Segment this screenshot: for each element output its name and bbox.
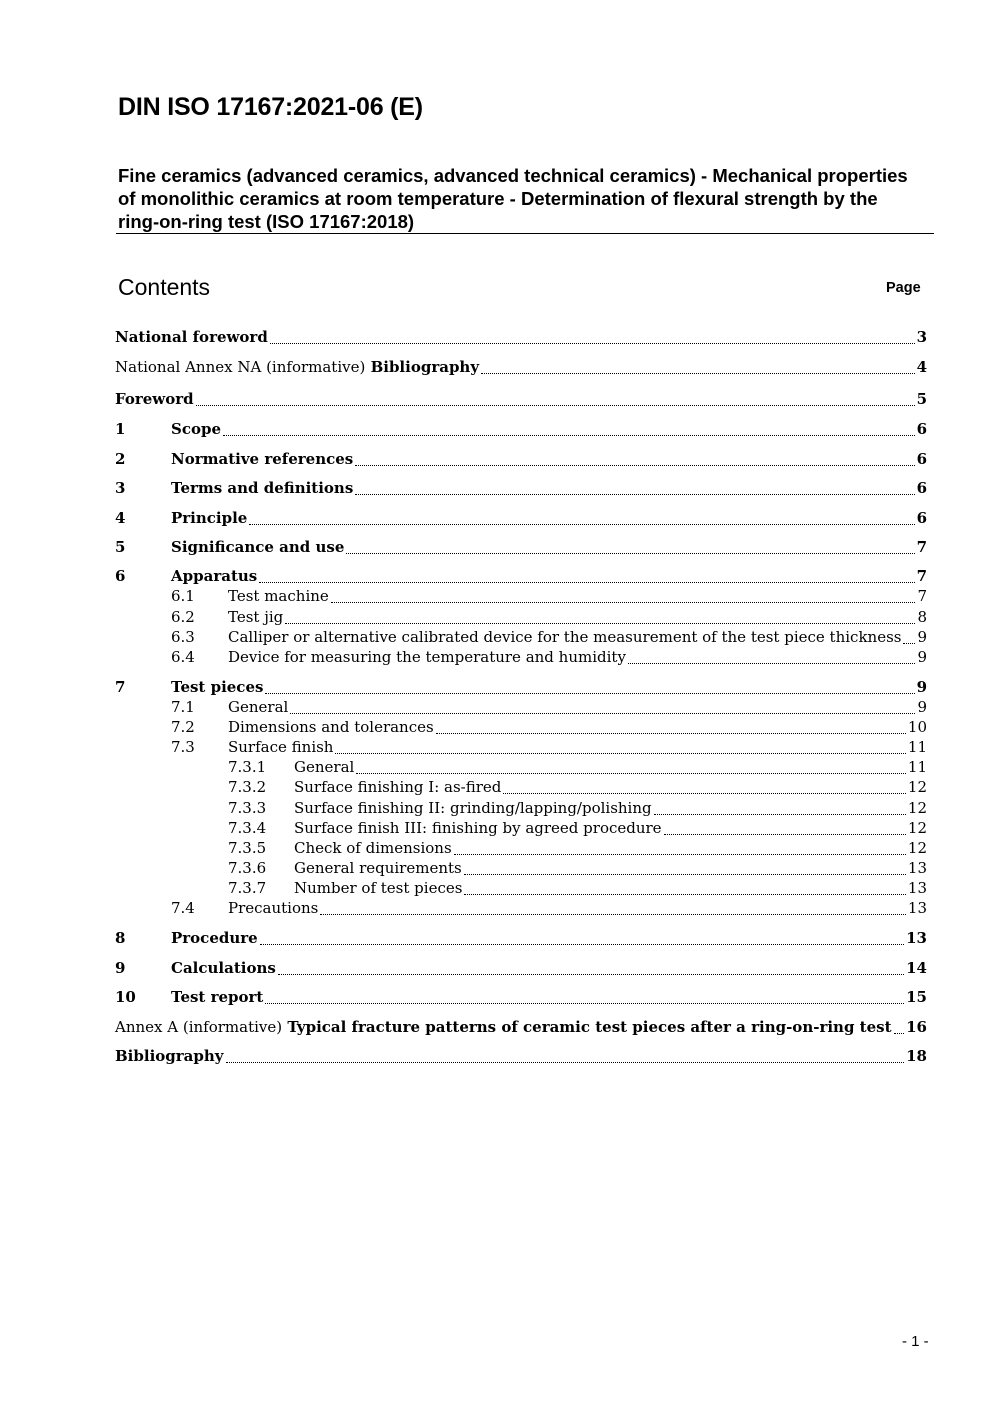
toc-annex-label: National Annex NA (informative) xyxy=(115,358,366,376)
page-column-label: Page xyxy=(886,280,921,296)
page-number: - 1 - xyxy=(902,1333,929,1350)
toc-entry-number: 7.3.7 xyxy=(228,879,267,897)
toc-entry-number: 7.2 xyxy=(171,718,195,736)
toc-entry[interactable] xyxy=(115,929,927,949)
toc-entry[interactable] xyxy=(115,450,927,470)
toc-entry-title: Precautions xyxy=(228,899,319,917)
toc-entry-title: Surface finish xyxy=(228,738,334,756)
toc-entry[interactable] xyxy=(115,328,927,348)
toc-entry-number: 6.1 xyxy=(171,587,195,605)
toc-entry[interactable] xyxy=(115,420,927,440)
toc-entry-page: 7 xyxy=(916,538,927,556)
toc-entry[interactable] xyxy=(115,988,927,1008)
toc-entry-page: 6 xyxy=(916,479,927,497)
toc-entry-number: 5 xyxy=(115,538,126,556)
toc-entry-number: 7.3 xyxy=(171,738,195,756)
toc-entry-page: 12 xyxy=(907,819,927,837)
toc-leader-dots xyxy=(356,773,906,774)
toc-entry-title: Test pieces xyxy=(171,678,264,696)
toc-entry-page: 15 xyxy=(906,988,927,1006)
toc-leader-dots xyxy=(355,494,914,495)
toc-entry-title: Test jig xyxy=(228,608,284,626)
document-subtitle: Fine ceramics (advanced ceramics, advanced technical ceramics) - Mechanical properties of monolithic ceramics at room temperature - Determination of flexural strength by the ring-on-ring test (ISO 17167:2018) xyxy=(118,165,908,232)
toc-entry-page: 7 xyxy=(917,587,927,605)
toc-entry-number: 7.4 xyxy=(171,899,195,917)
toc-entry-number: 6 xyxy=(115,567,126,585)
toc-annex-title: Typical fracture patterns of ceramic test pieces after a ring-on-ring test xyxy=(282,1018,892,1036)
toc-leader-dots xyxy=(894,1033,905,1034)
toc-entry-page: 4 xyxy=(916,358,927,376)
toc-entry-title: Foreword xyxy=(115,390,194,408)
toc-entry-page: 12 xyxy=(907,839,927,857)
toc-leader-dots xyxy=(265,1003,904,1004)
toc-entry-title: Significance and use xyxy=(171,538,345,556)
toc-leader-dots xyxy=(503,793,905,794)
toc-entry-page: 8 xyxy=(917,608,927,626)
toc-entry-page: 13 xyxy=(906,929,927,947)
toc-entry-title: General xyxy=(294,758,355,776)
toc-entry-page: 9 xyxy=(917,698,927,716)
toc-entry-title xyxy=(115,1018,892,1036)
toc-entry-page: 6 xyxy=(916,420,927,438)
toc-entry-number: 8 xyxy=(115,929,126,947)
toc-entry-title: Normative references xyxy=(171,450,354,468)
toc-entry[interactable] xyxy=(115,648,927,668)
toc-entry-page: 9 xyxy=(917,628,927,646)
toc-entry[interactable] xyxy=(115,608,927,628)
toc-entry-title: General xyxy=(228,698,289,716)
toc-entry-title: Test report xyxy=(171,988,264,1006)
toc-entry-number: 7.3.1 xyxy=(228,758,267,776)
toc-entry[interactable] xyxy=(115,778,927,798)
toc-entry-title: Check of dimensions xyxy=(294,839,452,857)
toc-entry-title: Surface finish III: finishing by agreed procedure xyxy=(294,819,662,837)
toc-entry-page: 6 xyxy=(916,450,927,468)
toc-entry-number: 7.1 xyxy=(171,698,195,716)
toc-entry-number: 7 xyxy=(115,678,126,696)
toc-entry-number: 2 xyxy=(115,450,126,468)
title-divider xyxy=(116,233,934,234)
toc-entry[interactable] xyxy=(115,1018,927,1038)
toc-entry-title xyxy=(115,358,479,376)
toc-entry-number: 9 xyxy=(115,959,126,977)
toc-entry-number: 6.3 xyxy=(171,628,195,646)
toc-leader-dots xyxy=(464,894,905,895)
toc-entry-number: 7.3.4 xyxy=(228,819,267,837)
toc-entry[interactable] xyxy=(115,628,927,648)
toc-entry-title: Device for measuring the temperature and humidity xyxy=(228,648,626,666)
toc-entry-title: Bibliography xyxy=(115,1047,224,1065)
toc-entry[interactable] xyxy=(115,799,927,819)
toc-leader-dots xyxy=(355,465,914,466)
toc-entry-number: 7.3.6 xyxy=(228,859,267,877)
toc-leader-dots xyxy=(481,373,915,374)
toc-leader-dots xyxy=(436,733,906,734)
toc-leader-dots xyxy=(196,405,915,406)
toc-entry[interactable] xyxy=(115,859,927,879)
toc-entry-title: Number of test pieces xyxy=(294,879,463,897)
toc-leader-dots xyxy=(270,343,915,344)
toc-entry-page: 13 xyxy=(907,899,927,917)
toc-entry-page: 14 xyxy=(906,959,927,977)
toc-entry-title: Apparatus xyxy=(171,567,258,585)
toc-entry[interactable] xyxy=(115,959,927,979)
toc-entry-page: 9 xyxy=(917,648,927,666)
toc-entry-title: Test machine xyxy=(228,587,329,605)
toc-entry-number: 4 xyxy=(115,509,126,527)
toc-entry[interactable] xyxy=(115,839,927,859)
toc-entry-title: Calliper or alternative calibrated device for the measurement of the test piece thickness xyxy=(228,628,902,646)
toc-leader-dots xyxy=(335,753,905,754)
toc-leader-dots xyxy=(331,602,916,603)
toc-entry[interactable] xyxy=(115,358,927,378)
toc-entry-page: 13 xyxy=(907,859,927,877)
toc-entry[interactable] xyxy=(115,1047,927,1067)
toc-entry[interactable] xyxy=(115,567,927,587)
toc-annex-title: Bibliography xyxy=(365,358,480,376)
toc-entry[interactable] xyxy=(115,587,927,607)
toc-entry[interactable] xyxy=(115,758,927,778)
toc-entry-title: Scope xyxy=(171,420,222,438)
toc-leader-dots xyxy=(278,974,904,975)
toc-leader-dots xyxy=(320,914,906,915)
toc-entry-title: Procedure xyxy=(171,929,258,947)
toc-entry[interactable] xyxy=(115,879,927,899)
toc-entry-number: 7.3.3 xyxy=(228,799,267,817)
toc-leader-dots xyxy=(654,814,906,815)
toc-entry[interactable] xyxy=(115,698,927,718)
toc-entry-title: General requirements xyxy=(294,859,462,877)
toc-entry[interactable] xyxy=(115,479,927,499)
toc-leader-dots xyxy=(290,713,915,714)
toc-entry-number: 7.3.2 xyxy=(228,778,267,796)
toc-entry-page: 12 xyxy=(907,778,927,796)
toc-leader-dots xyxy=(265,693,914,694)
toc-entry[interactable] xyxy=(115,390,927,410)
toc-annex-label: Annex A (informative) xyxy=(115,1018,283,1036)
toc-entry-page: 3 xyxy=(916,328,927,346)
toc-leader-dots xyxy=(260,944,904,945)
toc-entry-page: 10 xyxy=(907,718,927,736)
toc-leader-dots xyxy=(903,643,915,644)
toc-leader-dots xyxy=(259,582,914,583)
toc-entry-title: Calculations xyxy=(171,959,276,977)
toc-leader-dots xyxy=(664,834,906,835)
toc-entry-page: 11 xyxy=(907,758,927,776)
toc-entry-page: 6 xyxy=(916,509,927,527)
document-title: DIN ISO 17167:2021-06 (E) xyxy=(118,93,423,121)
toc-leader-dots xyxy=(249,524,914,525)
toc-entry-page: 16 xyxy=(906,1018,927,1036)
toc-leader-dots xyxy=(346,553,914,554)
toc-entry-number: 10 xyxy=(115,988,136,1006)
toc-leader-dots xyxy=(285,623,915,624)
toc-entry-page: 12 xyxy=(907,799,927,817)
toc-leader-dots xyxy=(454,854,906,855)
toc-entry-page: 5 xyxy=(916,390,927,408)
toc-entry-title: Surface finishing I: as-fired xyxy=(294,778,502,796)
toc-entry-number: 1 xyxy=(115,420,126,438)
toc-entry-title: National foreword xyxy=(115,328,268,346)
toc-entry[interactable] xyxy=(115,899,927,919)
toc-entry[interactable] xyxy=(115,678,927,698)
toc-leader-dots xyxy=(628,663,916,664)
toc-entry[interactable] xyxy=(115,819,927,839)
toc-entry-title: Surface finishing II: grinding/lapping/polishing xyxy=(294,799,652,817)
toc-entry-page: 9 xyxy=(916,678,927,696)
toc-entry-page: 11 xyxy=(907,738,927,756)
toc-entry-page: 13 xyxy=(907,879,927,897)
toc-entry-number: 6.2 xyxy=(171,608,195,626)
toc-entry[interactable] xyxy=(115,509,927,529)
toc-entry-number: 6.4 xyxy=(171,648,195,666)
toc-entry-title: Principle xyxy=(171,509,248,527)
toc-entry-number: 7.3.5 xyxy=(228,839,267,857)
toc-entry-title: Dimensions and tolerances xyxy=(228,718,434,736)
toc-leader-dots xyxy=(464,874,906,875)
toc-entry-title: Terms and definitions xyxy=(171,479,354,497)
contents-heading: Contents xyxy=(118,274,211,300)
toc-entry-page: 7 xyxy=(916,567,927,585)
toc-entry-number: 3 xyxy=(115,479,126,497)
toc-entry[interactable] xyxy=(115,738,927,758)
toc-leader-dots xyxy=(226,1062,905,1063)
toc-entry-page: 18 xyxy=(906,1047,927,1065)
toc-entry[interactable] xyxy=(115,718,927,738)
toc-leader-dots xyxy=(223,435,915,436)
toc-entry[interactable] xyxy=(115,538,927,558)
